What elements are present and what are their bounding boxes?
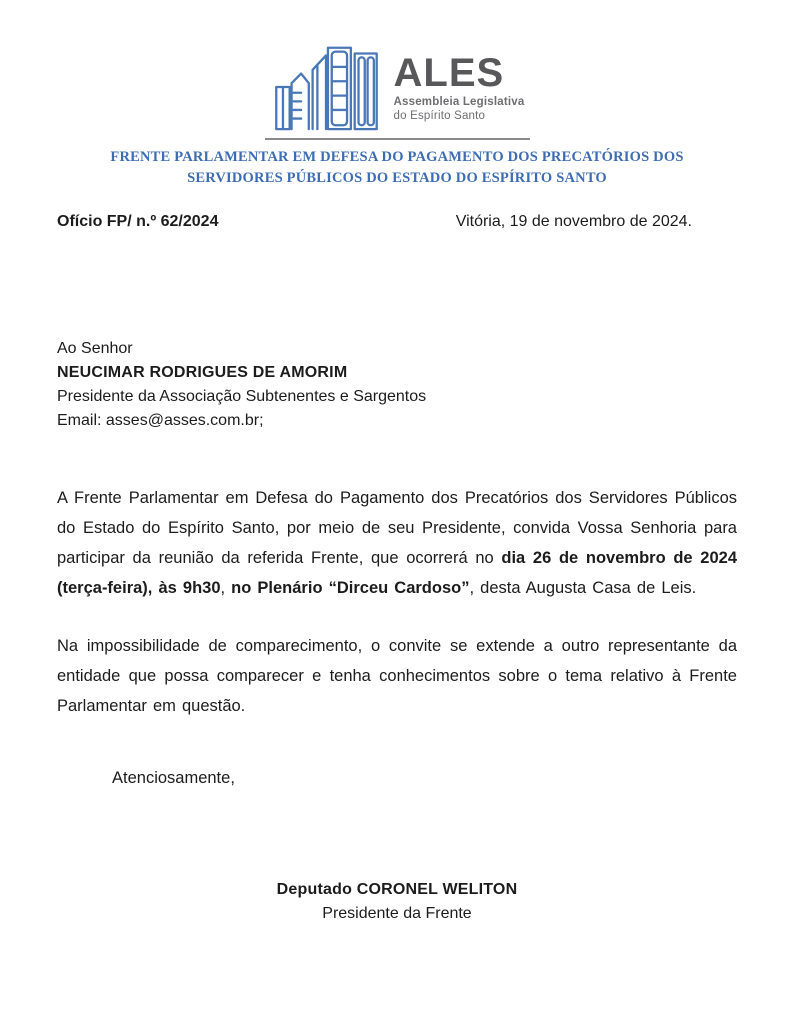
recipient-salutation: Ao Senhor [57, 340, 133, 357]
signature-role: Presidente da Frente [322, 905, 472, 922]
ales-logo [57, 42, 737, 132]
ales-org-line2: do Espírito Santo [393, 109, 486, 122]
p1-bold-date: dia 26 de novembro de 2024 (terça-feira), às 9h30 [57, 549, 737, 597]
recipient-block [57, 337, 737, 433]
recipient-email: Email: asses@asses.com.br; [57, 412, 264, 429]
p1-separator: , [220, 579, 232, 597]
letterhead-divider [265, 138, 530, 140]
letterhead-title-line2: SERVIDORES PÚBLICOS DO ESTADO DO ESPÍRITO SANTO [187, 170, 607, 186]
reference-row [57, 213, 737, 231]
p1-text-end: , desta Augusta Casa de Leis. [469, 579, 697, 597]
recipient-name: NEUCIMAR RODRIGUES DE AMORIM [57, 364, 348, 381]
signature-name: Deputado CORONEL WELITON [276, 881, 518, 898]
ales-org-line1: Assembleia Legislativa [393, 95, 525, 108]
oficio-number: Ofício FP/ n.º 62/2024 [57, 213, 219, 230]
letterhead-title [57, 147, 737, 189]
body-paragraph-1 [57, 483, 737, 603]
ales-acronym: ALES [393, 50, 505, 95]
body-paragraph-2: Na impossibilidade de comparecimento, o convite se extende a outro representante da entidade que possa comparecer e tenha conhecimentos sobre o tema relativo à Frente Parlamentar em questão. [57, 637, 737, 715]
p1-text-start: A Frente Parlamentar em Defesa do Pagamento dos Precatórios dos Servidores Públicos do Estado do Espírito Santo, por meio de seu Presidente, convida Vossa Senhoria para participar da reunião da referida Frente, que ocorrerá no [57, 489, 737, 567]
closing-salutation: Atenciosamente, [112, 769, 235, 787]
ales-logo-text [393, 50, 525, 122]
ales-building-icon [270, 43, 382, 131]
place-date: Vitória, 19 de novembro de 2024. [455, 213, 692, 230]
signature-block [57, 878, 737, 926]
letterhead-title-line1: FRENTE PARLAMENTAR EM DEFESA DO PAGAMENTO DOS PRECATÓRIOS DOS [110, 149, 684, 165]
recipient-role: Presidente da Associação Subtenentes e Sargentos [57, 388, 427, 405]
p1-bold-plenary: no Plenário “Dirceu Cardoso” [231, 579, 470, 597]
